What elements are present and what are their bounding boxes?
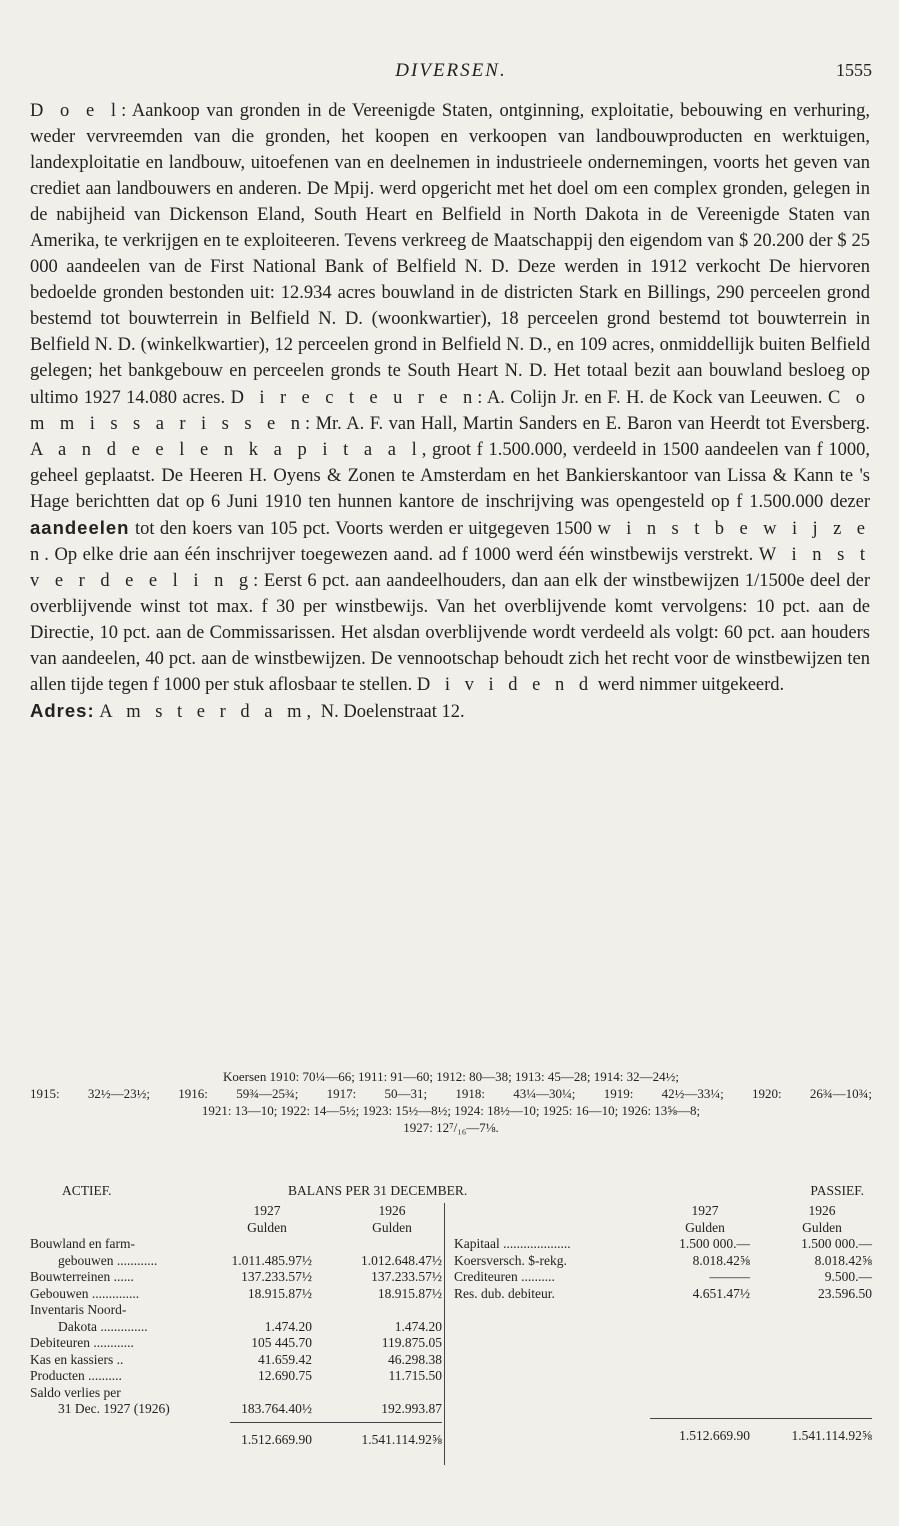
balance-row bbox=[30, 1253, 442, 1270]
total-1927: 1.512.669.90 bbox=[241, 1431, 312, 1447]
value-1927: 137.233.57½ bbox=[241, 1269, 312, 1284]
passief-column bbox=[454, 1203, 872, 1445]
value-1927: 12.690.75 bbox=[258, 1368, 312, 1383]
page-header bbox=[30, 60, 872, 90]
balance-header bbox=[30, 1183, 872, 1203]
row-label: 31 Dec. 1927 (1926) bbox=[58, 1401, 170, 1416]
balance-title: BALANS PER 31 DECEMBER. bbox=[288, 1183, 468, 1198]
value-1927: 1.011.485.97½ bbox=[231, 1252, 312, 1268]
value-1926: 1.500 000.— bbox=[801, 1236, 872, 1251]
row-label: Producten .......... bbox=[30, 1368, 122, 1383]
row-label: Gebouwen .............. bbox=[30, 1285, 140, 1301]
balance-row bbox=[30, 1286, 442, 1303]
adres-city: A m s t e r d a m, bbox=[99, 702, 317, 723]
balance-sheet bbox=[30, 1183, 872, 1447]
balance-row bbox=[30, 1368, 442, 1385]
total-rule bbox=[230, 1422, 442, 1423]
balance-row bbox=[30, 1335, 442, 1352]
unit-label: Gulden bbox=[372, 1219, 412, 1235]
value-1927: 18.915.87½ bbox=[247, 1285, 312, 1301]
value-1927: 105 445.70 bbox=[251, 1335, 312, 1350]
commissarissen-label: C o m m i s s a r i s s e n bbox=[30, 387, 870, 434]
row-label: Crediteuren .......... bbox=[454, 1269, 555, 1284]
year-1926: 1926 bbox=[808, 1203, 836, 1218]
balance-row bbox=[454, 1269, 872, 1286]
doel-text: : Aankoop van gronden in de Vereenigde Staten, ontginning, exploitatie, bebouwing en verhuring, weder vervreemden van die gronden, het koopen en verkoopen van landbouwproducten en werktuigen, landexploitatie en landbouw, uitoefenen van en deelnemen in industrieele ondernemingen, voorts het geven van crediet aan landbouwers en anderen. De Mpij. werd opgericht met het doel om een complex gronden, gelegen in de nabijheid van Dickenson Eland, South Heart en Belfield in North Dakota in de Vereenigde Staten van Amerika, te verkrijgen en te exploiteeren. Tevens verkreeg de Maatschappij den eigendom van $ 20.200 der $ 25 000 aandeelen van de First National Bank of Belfield N. D. Deze werden in 1912 verkocht De hiervoren bedoelde gronden bestonden uit: 12.934 acres bouwland in de districten Stark en Billings, 290 perceelen grond bestemd tot bouwterrein in Belfield N. D. (woonkwartier), 18 perceelen grond bestemd tot bouwterrein in Belfield N. D. (winkelkwartier), 12 perceelen grond in Belfield N. D., en 109 acres, onmiddellijk buiten Belfield gelegen; het bankgebouw en perceelen gronds te South Heart N. D. Het totaal bezit aan bouwland besloeg op ultimo 1927 14.080 acres. bbox=[30, 101, 870, 408]
passief-label: PASSIEF. bbox=[810, 1183, 864, 1198]
koersen-line-3: 1921: 13—10; 1922: 14—5½; 1923: 15½—8½; 1924: 18½—10; 1925: 16—10; 1926: 13⅝—8; bbox=[201, 1103, 701, 1118]
total-1926: 1.541.114.92⅝ bbox=[361, 1431, 442, 1447]
doel-label: D o e l bbox=[30, 101, 122, 121]
value-1927: ——— bbox=[709, 1269, 750, 1284]
unit-label: Gulden bbox=[685, 1219, 725, 1235]
row-label: Koersversch. $-rekg. bbox=[454, 1252, 567, 1268]
balance-row bbox=[30, 1352, 442, 1369]
value-1926: 1.012.648.47½ bbox=[361, 1252, 442, 1268]
balance-row bbox=[30, 1319, 442, 1336]
row-label: gebouwen ............ bbox=[58, 1252, 158, 1268]
value-1927: 183.764.40½ bbox=[241, 1401, 312, 1416]
row-label: Bouwland en farm- bbox=[30, 1236, 135, 1251]
value-1926: 8.018.42⅝ bbox=[814, 1252, 872, 1268]
total-rule bbox=[650, 1418, 872, 1419]
koersen-line-2: 1915: 32½—23½; 1916: 59¾—25¾; 1917: 50—31; 1918: 43¼—30¼; 1919: 42½—33¼; 1920: 26¾—10¾; bbox=[30, 1086, 872, 1101]
unit-label: Gulden bbox=[802, 1219, 842, 1235]
total-1927: 1.512.669.90 bbox=[679, 1428, 750, 1443]
balance-row bbox=[454, 1253, 872, 1270]
value-1926: 119.875.05 bbox=[381, 1335, 442, 1350]
balance-row bbox=[454, 1236, 872, 1253]
balance-row bbox=[30, 1385, 442, 1402]
row-label: Inventaris Noord- bbox=[30, 1302, 127, 1317]
winstbewijzen-text: . Op elke drie aan één inschrijver toegewezen aand. ad f 1000 werd één winstbewijs verstrekt. bbox=[44, 544, 759, 565]
value-1927: 41.659.42 bbox=[258, 1351, 312, 1367]
balance-row bbox=[30, 1401, 442, 1418]
winstverdeeling-label: W i n s t v e r d e e l i n g bbox=[30, 544, 871, 591]
balance-row bbox=[30, 1302, 442, 1319]
value-1926: 11.715.50 bbox=[388, 1368, 442, 1383]
row-label: Kas en kassiers .. bbox=[30, 1351, 124, 1367]
value-1926: 1.474.20 bbox=[394, 1318, 442, 1334]
balance-row bbox=[30, 1236, 442, 1253]
koersen-line-4: 1927: 12⁷/₁₆—7⅛. bbox=[403, 1120, 499, 1135]
koersen-line-1: Koersen 1910: 70¼—66; 1911: 91—60; 1912: 80—38; 1913: 45—28; 1914: 32—24½; bbox=[223, 1069, 679, 1084]
value-1927: 1.500 000.— bbox=[679, 1236, 750, 1251]
kapitaal-label: A a n d e e l e n k a p i t a a l bbox=[30, 439, 422, 460]
year-1927: 1927 bbox=[253, 1203, 281, 1218]
year-1927: 1927 bbox=[691, 1203, 719, 1218]
dividend-label: D i v i d e n d bbox=[416, 675, 594, 696]
directeuren-text: : A. Colijn Jr. en F. H. de Kock van Leeuwen. bbox=[477, 387, 828, 408]
row-label: Saldo verlies per bbox=[30, 1384, 121, 1400]
unit-label: Gulden bbox=[247, 1219, 287, 1235]
row-label: Res. dub. debiteur. bbox=[454, 1285, 555, 1301]
row-label: Kapitaal .................... bbox=[454, 1236, 571, 1251]
adres-label: Adres: bbox=[30, 700, 95, 722]
actief-label: ACTIEF. bbox=[62, 1183, 112, 1198]
aandeelen-bold: aandeelen bbox=[30, 516, 130, 538]
page-title: DIVERSEN. bbox=[395, 60, 507, 81]
company-description bbox=[30, 98, 870, 725]
winstbewijzen-label: w i n s t b e w i j z e n bbox=[30, 518, 870, 565]
koers-text: tot den koers van 105 pct. Voorts werden er uitgegeven 1500 bbox=[129, 518, 598, 539]
balance-row bbox=[30, 1269, 442, 1286]
value-1926: 46.298.38 bbox=[388, 1351, 442, 1367]
actief-column bbox=[30, 1203, 442, 1448]
row-label: Bouwterreinen ...... bbox=[30, 1269, 134, 1284]
value-1926: 137.233.57½ bbox=[371, 1269, 442, 1284]
winstverdeeling-text: : Eerst 6 pct. aan aandeelhouders, dan aan elk der winstbewijzen 1/1500e deel der overblijvende winst tot max. f 30 per winstbewijs. Van het overblijvende komt vervolgens: 10 pct. aan de Directie, 10 pct. aan de Commissarissen. Het alsdan overblijvende wordt verdeeld als volgt: 60 pct. aan houders van aandeelen, 40 pct. aan de winstbewijzen. De vennootschap behoudt zich het recht voor de winstbewijzen ten allen tijde tegen f 1000 per stuk aflosbaar te stellen. bbox=[30, 570, 870, 696]
kapitaal-text: , groot f 1.500.000, verdeeld in 1500 aandeelen van f 1000, geheel geplaatst. De Heeren H. Oyens & Zonen te Amsterdam en het Bankierskantoor van Lissa & Kann te 's Hage berichtten dat op 6 Juni 1910 ten hunnen kantore de inschrijving was opengesteld op f 1.500.000 dezer bbox=[30, 439, 870, 512]
value-1926: 9.500.— bbox=[824, 1269, 872, 1284]
value-1927: 1.474.20 bbox=[264, 1318, 312, 1334]
value-1927: 4.651.47½ bbox=[692, 1285, 750, 1301]
dividend-text: werd nimmer uitgekeerd. bbox=[593, 675, 785, 696]
commissarissen-text: : Mr. A. F. van Hall, Martin Sanders en E. Baron van Heerdt tot Eversberg. bbox=[304, 413, 870, 434]
value-1926: 192.993.87 bbox=[381, 1401, 442, 1416]
directeuren-label: D i r e c t e u r e n bbox=[230, 387, 478, 408]
total-1926: 1.541.114.92⅝ bbox=[791, 1428, 872, 1443]
koersen-block bbox=[30, 1068, 872, 1136]
page-number: 1555 bbox=[836, 60, 872, 80]
value-1926: 23.596.50 bbox=[818, 1285, 872, 1301]
value-1926: 18.915.87½ bbox=[377, 1285, 442, 1301]
year-1926: 1926 bbox=[378, 1203, 406, 1218]
row-label: Debiteuren ............ bbox=[30, 1335, 134, 1350]
value-1927: 8.018.42⅝ bbox=[692, 1252, 750, 1268]
column-divider bbox=[444, 1203, 445, 1465]
balance-row bbox=[454, 1286, 872, 1303]
adres-street: N. Doelenstraat 12. bbox=[316, 702, 465, 723]
row-label: Dakota .............. bbox=[58, 1318, 148, 1334]
